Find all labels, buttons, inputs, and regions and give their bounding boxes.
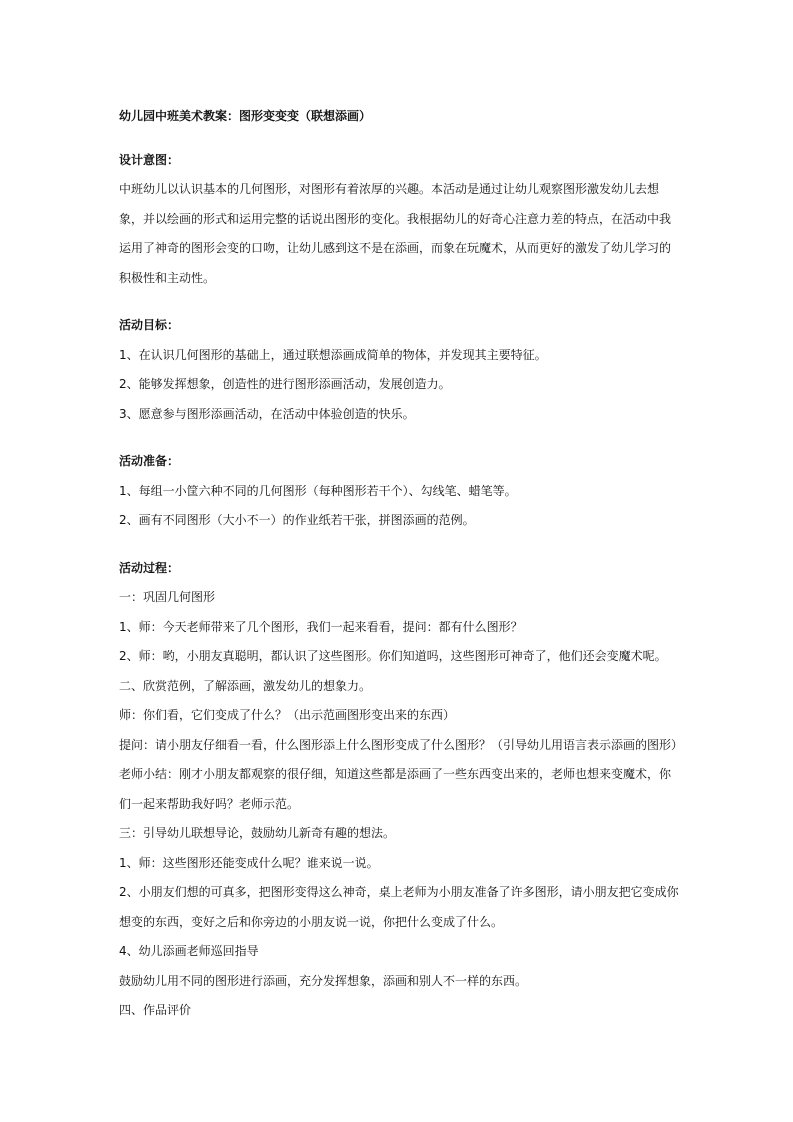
- process-line: 师：你们看，它们变成了什么？（出示范画图形变出来的东西）: [119, 708, 456, 722]
- prep-item: 1、每组一小筐六种不同的几何图形（每种图形若干个）、勾线笔、蜡笔等。: [119, 483, 517, 498]
- process-line: 四、作品评价: [119, 1003, 192, 1017]
- section-heading-process: 活动过程：: [119, 560, 180, 575]
- process-line: 二、欣赏范例，了解添画，激发幼儿的想象力。: [119, 678, 372, 693]
- process-line: 老师小结：刚才小朋友都观察的很仔细，知道这些都是添画了一些东西变出来的，老师也想来变魔术，你们一起来帮助我好吗？老师示范。: [119, 767, 672, 811]
- section-gap: [119, 429, 679, 447]
- section-heading-prep: 活动准备：: [119, 454, 180, 468]
- section-gap: [119, 536, 679, 554]
- goal-item: 1、在认识几何图形的基础上，通过联想添画成简单的物体，并发现其主要特征。: [119, 347, 547, 362]
- design-paragraph: 中班幼儿以认识基本的几何图形，对图形有着浓厚的兴趣。本活动是通过让幼儿观察图形激发幼儿去想象，并以绘画的形式和运用完整的话说出图形的变化。我根据幼儿的好奇心注意力差的特点，在活动中我运用了神奇的图形会变的口吻，让幼儿感到这不是在添画，而象在玩魔术，从而更好的激发了幼儿学习的积极性和主动性。: [119, 182, 672, 285]
- process-line: 一：巩固几何图形: [119, 590, 216, 604]
- process-line: 1、师：这些图形还能变成什么呢？谁来说一说。: [119, 855, 379, 870]
- prep-item: 2、画有不同图形（大小不一）的作业纸若干张，拼图添画的范例。: [119, 513, 475, 527]
- process-line: 提问：请小朋友仔细看一看，什么图形添上什么图形变成了什么图形？（引导幼儿用语言表示添画的图形）: [119, 737, 684, 752]
- section-heading-design: 设计意图：: [119, 152, 180, 167]
- process-line: 2、小朋友们想的可真多，把图形变得这么神奇，桌上老师为小朋友准备了许多图形，请小朋友把它变成你想变的东西，变好之后和你旁边的小朋友说一说，你把什么变成了什么。: [119, 885, 679, 929]
- section-gap: [119, 293, 679, 311]
- process-line: 1、师：今天老师带来了几个图形，我们一起来看看，提问：都有什么图形？: [119, 619, 523, 634]
- goal-item: 3、愿意参与图形添画活动，在活动中体验创造的快乐。: [119, 406, 415, 421]
- document-title: 幼儿园中班美术教案：图形变变变（联想添画）: [119, 109, 372, 123]
- goal-item: 2、能够发挥想象，创造性的进行图形添画活动，发展创造力。: [119, 377, 451, 391]
- document-body: [119, 102, 684, 1026]
- section-heading-goals: 活动目标：: [119, 318, 180, 332]
- process-line: 三：引导幼儿联想导论，鼓励幼儿新奇有趣的想法。: [119, 826, 396, 840]
- process-line: 鼓励幼儿用不同的图形进行添画，充分发挥想象，添画和别人不一样的东西。: [119, 973, 528, 988]
- process-line: 4、幼儿添画老师巡回指导: [119, 944, 259, 958]
- process-line: 2、师：哟，小朋友真聪明，都认识了这些图形。你们知道吗，这些图形可神奇了，他们还会变魔术呢。: [119, 649, 667, 663]
